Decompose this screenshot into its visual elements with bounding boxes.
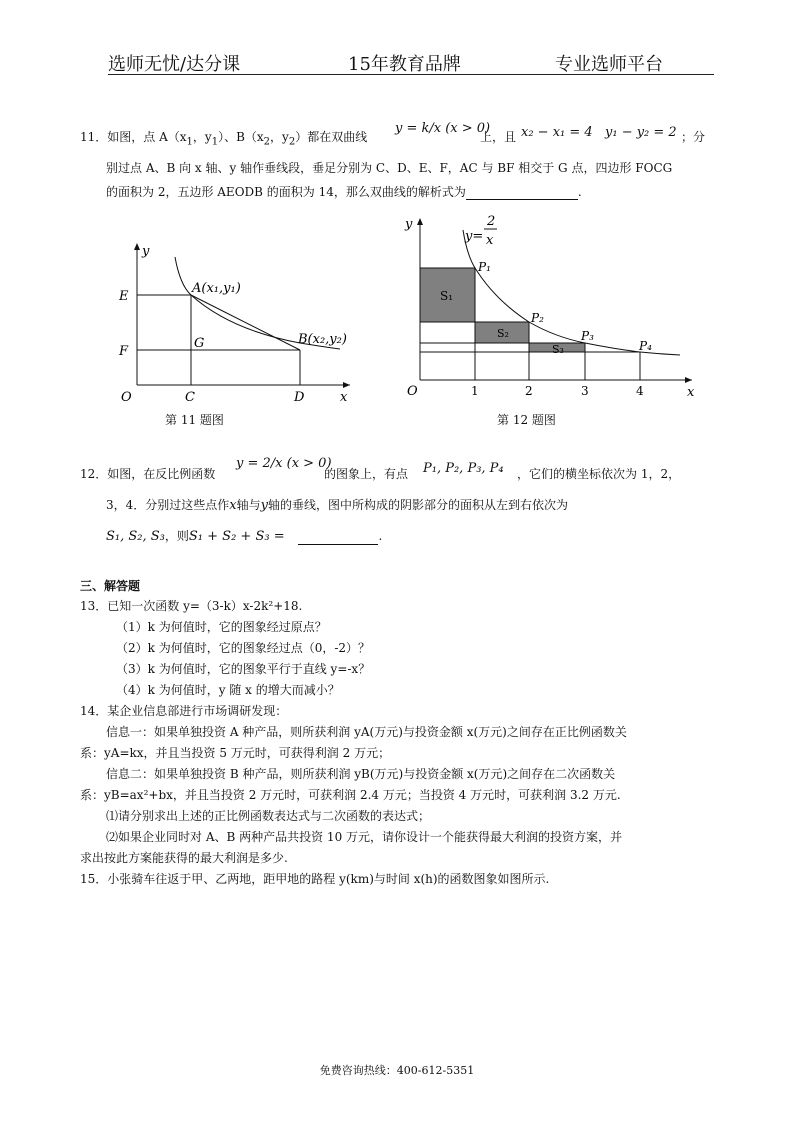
q14-info1-line2: 系：yA=kx，并且当投资 5 万元时，可获得利润 2 万元；	[80, 746, 391, 760]
fig12-label-P2: P₂	[531, 311, 544, 325]
figure-11	[100, 235, 360, 405]
header-platform: 专业选师平台	[555, 54, 663, 75]
q12-answer-blank[interactable]	[298, 532, 378, 545]
q12-line3: S₁, S₂, S₃，则S₁ + S₂ + S₃ = .	[106, 529, 383, 544]
q13-part3: （3）k 为何值时，它的图象平行于直线 y=-x？	[116, 662, 371, 676]
fig12-caption: 第 12 题图	[497, 413, 556, 427]
fig11-label-F: F	[119, 344, 129, 359]
fig12-label-P1: P₁	[478, 260, 491, 274]
fig11-label-C: C	[185, 390, 195, 405]
q11-answer-blank[interactable]	[466, 187, 578, 200]
fig12-curve-numerator: 2	[487, 214, 496, 229]
page-header	[108, 46, 714, 75]
fig11-label-B: B(x₂,y₂)	[298, 332, 347, 347]
fig12-x-arrow	[685, 377, 692, 383]
q14-sub2-line1: ⑵如果企业同时对 A、B 两种产品共投资 10 万元，请你设计一个能获得最大利润的投资方案，并	[106, 830, 623, 844]
fig11-label-D: D	[294, 390, 305, 405]
fig11-label-O: O	[121, 390, 132, 405]
fig11-label-x: x	[340, 390, 348, 405]
fig12-curve-label: y=	[465, 229, 484, 244]
fig12-tick-4: 4	[636, 384, 644, 398]
fig11-x-arrow	[343, 382, 350, 388]
q11-condition-2: y₁ − y₂ = 2	[605, 125, 677, 140]
fig11-y-arrow	[134, 243, 140, 250]
fig12-tick-2: 2	[525, 384, 533, 398]
q11-hyperbola-formula: y = k/x (x > 0)	[395, 121, 491, 136]
fig12-label-O: O	[407, 384, 418, 399]
q12-line1-end: ，它们的横坐标依次为 1，2，	[517, 467, 681, 481]
fig12-label-P3: P₃	[581, 329, 594, 343]
q14-stem: 14．某企业信息部进行市场调研发现：	[80, 704, 288, 718]
fig11-label-G: G	[194, 336, 205, 351]
fig12-curve-denominator: x	[486, 233, 494, 248]
fig12-tick-3: 3	[581, 384, 589, 398]
fig11-label-A: A(x₁,y₁)	[192, 281, 241, 296]
q14-sub2-line2: 求出按此方案能获得的最大利润是多少.	[80, 851, 288, 865]
q12-points: P₁, P₂, P₃, P₄	[423, 461, 504, 476]
q13-part4: （4）k 为何值时，y 随 x 的增大而减小？	[116, 683, 340, 697]
q15-stem: 15．小张骑车往返于甲、乙两地，距甲地的路程 y(km)与时间 x(h)的函数图象如图所示.	[80, 872, 550, 886]
fig11-caption: 第 11 题图	[165, 413, 224, 427]
fig12-label-S2: S₂	[497, 327, 509, 340]
section-title: 三、解答题	[80, 579, 141, 593]
fig11-label-E: E	[119, 289, 129, 304]
fig11-label-y: y	[142, 244, 150, 259]
q14-sub1: ⑴请分别求出上述的正比例函数表达式与二次函数的表达式；	[106, 809, 431, 823]
page-footer: 免费咨询热线：400-612-5351	[319, 1064, 475, 1077]
fig12-label-S1: S₁	[440, 289, 454, 303]
q11-condition-text: 上，且	[480, 130, 517, 144]
q12-line1-start: 12．如图，在反比例函数	[80, 467, 216, 481]
q11-line3: 的面积为 2，五边形 AEODB 的面积为 14，那么双曲线的解析式为 .	[106, 185, 582, 199]
fig12-label-y: y	[405, 217, 413, 232]
fig12-label-S3: S₃	[552, 343, 564, 356]
q11-condition-1: x₂ − x₁ = 4	[521, 125, 593, 140]
q11-line1-end: ；分	[681, 130, 706, 144]
header-brand: 选师无忧/达分课	[108, 54, 241, 75]
fig12-y-arrow	[417, 218, 423, 225]
q12-function-formula: y = 2/x (x > 0)	[236, 456, 332, 471]
q14-info2-line2: 系：yB=ax²+bx，并且当投资 2 万元时，可获利润 2.4 万元；当投资 4 万元时，可获利润 3.2 万元.	[80, 788, 621, 802]
header-slogan: 15年教育品牌	[348, 54, 461, 75]
q13-stem: 13．已知一次函数 y=（3-k）x-2k²+18.	[80, 599, 303, 613]
q11-line1: 11．如图，点 $A(x_1$，$y_1$）、$B(x_2$，$y_2$）都在双曲线	[80, 130, 368, 148]
q14-info1-line1: 信息一：如果单独投资 A 种产品，则所获利润 yA(万元)与投资金额 x(万元)之间存在正比例函数关	[106, 725, 627, 739]
fig12-tick-1: 1	[471, 384, 479, 398]
q12-line1-mid: 的图象上，有点	[324, 467, 409, 481]
fig12-label-P4: P₄	[639, 339, 652, 353]
q12-line2: 3，4．分别过这些点作x轴与y轴的垂线，图中所构成的阴影部分的面积从左到右依次为	[106, 498, 569, 513]
q13-part1: （1）k 为何值时，它的图象经过原点？	[116, 620, 327, 634]
q13-part2: （2）k 为何值时，它的图象经过点（0，-2）？	[116, 641, 371, 655]
figure-12	[395, 210, 700, 400]
q11-line2: 别过点 A、B 向 x 轴、y 轴作垂线段，垂足分别为 C、D、E、F，AC 与 BF 相交于 G 点，四边形 FOCG	[106, 161, 673, 175]
q14-info2-line1: 信息二：如果单独投资 B 种产品，则所获利润 yB(万元)与投资金额 x(万元)之间存在二次函数关	[106, 767, 616, 781]
fig11-segment-AB	[191, 295, 300, 350]
fig12-label-x: x	[687, 385, 695, 400]
